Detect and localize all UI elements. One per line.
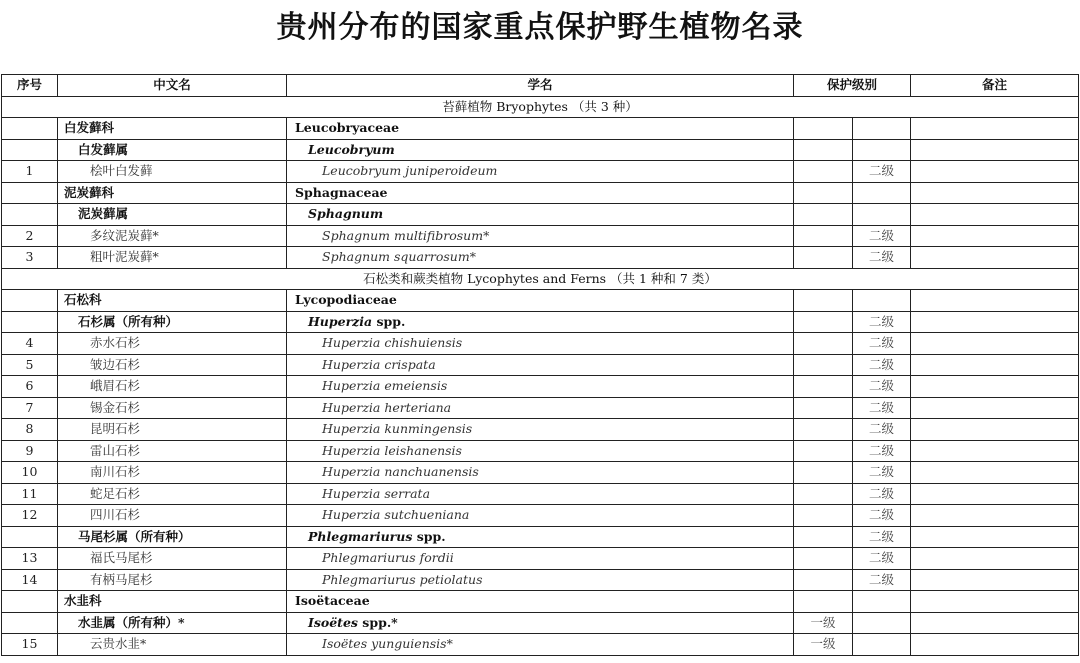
level-2-cell: [853, 139, 911, 161]
note-cell: [911, 182, 1079, 204]
species-row: [2, 225, 1079, 247]
level-2-cell: 二级: [853, 397, 911, 419]
species-scientific-name: Sphagnum squarrosum*: [287, 247, 794, 269]
row-number: [2, 612, 58, 634]
genus-chinese-name: 马尾杉属（所有种）: [58, 526, 287, 548]
level-2-cell: [853, 612, 911, 634]
note-cell: [911, 462, 1079, 484]
species-scientific-name: Isoëtes yunguiensis*: [287, 634, 794, 656]
family-chinese-name: 水韭科: [58, 591, 287, 613]
header-no: 序号: [2, 75, 58, 97]
genus-chinese-name: 石杉属（所有种）: [58, 311, 287, 333]
genus-row: [2, 612, 1079, 634]
level-2-cell: 二级: [853, 462, 911, 484]
section-row: [2, 268, 1079, 290]
note-cell: [911, 419, 1079, 441]
header-protection-level: 保护级别: [794, 75, 911, 97]
species-chinese-name: 南川石杉: [58, 462, 287, 484]
genus-chinese-name: 白发藓属: [58, 139, 287, 161]
species-chinese-name: 福氏马尾杉: [58, 548, 287, 570]
note-cell: [911, 526, 1079, 548]
note-cell: [911, 290, 1079, 312]
level-2-cell: 二级: [853, 548, 911, 570]
level-2-cell: [853, 634, 911, 656]
species-scientific-name: Phlegmariurus fordii: [287, 548, 794, 570]
note-cell: [911, 376, 1079, 398]
level-2-cell: 二级: [853, 526, 911, 548]
level-1-cell: [794, 483, 853, 505]
level-1-cell: [794, 161, 853, 183]
species-chinese-name: 粗叶泥炭藓*: [58, 247, 287, 269]
species-row: [2, 483, 1079, 505]
species-row: [2, 548, 1079, 570]
species-chinese-name: 皱边石杉: [58, 354, 287, 376]
level-2-cell: 二级: [853, 247, 911, 269]
row-number: [2, 290, 58, 312]
family-row: [2, 118, 1079, 140]
level-1-cell: [794, 419, 853, 441]
level-1-cell: 一级: [794, 612, 853, 634]
species-row: [2, 462, 1079, 484]
section-row: [2, 96, 1079, 118]
species-row: [2, 634, 1079, 656]
level-2-cell: [853, 290, 911, 312]
row-number: 10: [2, 462, 58, 484]
row-number: 1: [2, 161, 58, 183]
section-title: 苔藓植物 Bryophytes （共 3 种）: [2, 96, 1079, 118]
species-row: [2, 569, 1079, 591]
level-2-cell: 二级: [853, 161, 911, 183]
row-number: 12: [2, 505, 58, 527]
species-scientific-name: Huperzia sutchueniana: [287, 505, 794, 527]
row-number: 3: [2, 247, 58, 269]
species-scientific-name: Huperzia herteriana: [287, 397, 794, 419]
level-1-cell: [794, 569, 853, 591]
row-number: [2, 182, 58, 204]
genus-scientific-name: [287, 612, 794, 634]
row-number: [2, 526, 58, 548]
note-cell: [911, 591, 1079, 613]
species-scientific-name: Huperzia emeiensis: [287, 376, 794, 398]
species-scientific-name: Huperzia serrata: [287, 483, 794, 505]
row-number: 9: [2, 440, 58, 462]
genus-chinese-name: 泥炭藓属: [58, 204, 287, 226]
level-1-cell: [794, 182, 853, 204]
level-2-cell: [853, 182, 911, 204]
header-chinese-name: 中文名: [58, 75, 287, 97]
species-chinese-name: 多纹泥炭藓*: [58, 225, 287, 247]
level-2-cell: 二级: [853, 483, 911, 505]
row-number: [2, 204, 58, 226]
note-cell: [911, 311, 1079, 333]
note-cell: [911, 505, 1079, 527]
family-scientific-name: Lycopodiaceae: [287, 290, 794, 312]
species-scientific-name: Leucobryum juniperoideum: [287, 161, 794, 183]
species-scientific-name: Sphagnum multifibrosum*: [287, 225, 794, 247]
level-1-cell: [794, 225, 853, 247]
row-number: [2, 118, 58, 140]
species-row: [2, 354, 1079, 376]
genus-row: [2, 204, 1079, 226]
species-chinese-name: 桧叶白发藓: [58, 161, 287, 183]
species-scientific-name: Huperzia leishanensis: [287, 440, 794, 462]
level-1-cell: [794, 333, 853, 355]
row-number: 8: [2, 419, 58, 441]
note-cell: [911, 397, 1079, 419]
family-scientific-name: Sphagnaceae: [287, 182, 794, 204]
note-cell: [911, 139, 1079, 161]
species-scientific-name: Phlegmariurus petiolatus: [287, 569, 794, 591]
species-row: [2, 505, 1079, 527]
row-number: 13: [2, 548, 58, 570]
family-row: [2, 591, 1079, 613]
level-1-cell: [794, 462, 853, 484]
level-2-cell: 二级: [853, 376, 911, 398]
species-chinese-name: 四川石杉: [58, 505, 287, 527]
plant-list-table: [1, 74, 1079, 656]
level-1-cell: [794, 440, 853, 462]
genus-scientific-name: [287, 311, 794, 333]
level-2-cell: 二级: [853, 311, 911, 333]
note-cell: [911, 161, 1079, 183]
level-1-cell: [794, 397, 853, 419]
species-chinese-name: 有柄马尾杉: [58, 569, 287, 591]
note-cell: [911, 204, 1079, 226]
note-cell: [911, 548, 1079, 570]
note-cell: [911, 569, 1079, 591]
species-chinese-name: 昆明石杉: [58, 419, 287, 441]
species-row: [2, 397, 1079, 419]
family-row: [2, 290, 1079, 312]
species-chinese-name: 赤水石杉: [58, 333, 287, 355]
level-2-cell: 二级: [853, 569, 911, 591]
species-chinese-name: 雷山石杉: [58, 440, 287, 462]
note-cell: [911, 440, 1079, 462]
family-scientific-name: Isoëtaceae: [287, 591, 794, 613]
species-chinese-name: 锡金石杉: [58, 397, 287, 419]
species-row: [2, 376, 1079, 398]
level-2-cell: 二级: [853, 440, 911, 462]
section-title: 石松类和蕨类植物 Lycophytes and Ferns （共 1 种和 7 类）: [2, 268, 1079, 290]
species-scientific-name: Huperzia kunmingensis: [287, 419, 794, 441]
level-1-cell: [794, 505, 853, 527]
header-row: [2, 75, 1079, 97]
genus-latin-name: Huperzia: [308, 313, 373, 329]
genus-chinese-name: 水韭属（所有种）*: [58, 612, 287, 634]
genus-scientific-name: [287, 526, 794, 548]
level-1-cell: [794, 204, 853, 226]
level-2-cell: 二级: [853, 505, 911, 527]
genus-row: [2, 526, 1079, 548]
level-1-cell: [794, 247, 853, 269]
row-number: [2, 311, 58, 333]
level-2-cell: 二级: [853, 333, 911, 355]
header-scientific-name: 学名: [287, 75, 794, 97]
genus-row: [2, 139, 1079, 161]
genus-scientific-name: [287, 204, 794, 226]
level-2-cell: [853, 118, 911, 140]
family-chinese-name: 石松科: [58, 290, 287, 312]
note-cell: [911, 225, 1079, 247]
species-scientific-name: Huperzia chishuiensis: [287, 333, 794, 355]
note-cell: [911, 354, 1079, 376]
row-number: 6: [2, 376, 58, 398]
level-1-cell: [794, 591, 853, 613]
species-row: [2, 161, 1079, 183]
genus-row: [2, 311, 1079, 333]
page-title: 贵州分布的国家重点保护野生植物名录: [276, 10, 804, 45]
row-number: [2, 139, 58, 161]
level-1-cell: [794, 311, 853, 333]
level-2-cell: 二级: [853, 419, 911, 441]
genus-scientific-name: [287, 139, 794, 161]
row-number: 2: [2, 225, 58, 247]
note-cell: [911, 247, 1079, 269]
table-body: [2, 96, 1079, 655]
row-number: [2, 591, 58, 613]
row-number: 4: [2, 333, 58, 355]
family-chinese-name: 泥炭藓科: [58, 182, 287, 204]
genus-latin-name: Isoëtes: [308, 614, 358, 630]
level-2-cell: 二级: [853, 354, 911, 376]
row-number: 11: [2, 483, 58, 505]
species-row: [2, 333, 1079, 355]
species-scientific-name: Huperzia nanchuanensis: [287, 462, 794, 484]
genus-suffix: spp.*: [357, 614, 398, 630]
level-1-cell: [794, 290, 853, 312]
level-1-cell: 一级: [794, 634, 853, 656]
note-cell: [911, 612, 1079, 634]
genus-latin-name: Sphagnum: [308, 206, 384, 222]
family-scientific-name: Leucobryaceae: [287, 118, 794, 140]
genus-latin-name: Phlegmariurus: [308, 528, 413, 544]
level-1-cell: [794, 376, 853, 398]
level-2-cell: 二级: [853, 225, 911, 247]
level-1-cell: [794, 139, 853, 161]
genus-suffix: spp.: [372, 313, 406, 329]
genus-latin-name: Leucobryum: [308, 141, 395, 157]
note-cell: [911, 118, 1079, 140]
level-1-cell: [794, 526, 853, 548]
note-cell: [911, 333, 1079, 355]
level-2-cell: [853, 204, 911, 226]
note-cell: [911, 634, 1079, 656]
row-number: 5: [2, 354, 58, 376]
species-chinese-name: 云贵水韭*: [58, 634, 287, 656]
row-number: 14: [2, 569, 58, 591]
header-note: 备注: [911, 75, 1079, 97]
genus-suffix: spp.: [412, 528, 446, 544]
level-1-cell: [794, 548, 853, 570]
species-scientific-name: Huperzia crispata: [287, 354, 794, 376]
family-row: [2, 182, 1079, 204]
species-row: [2, 419, 1079, 441]
species-row: [2, 440, 1079, 462]
note-cell: [911, 483, 1079, 505]
row-number: 7: [2, 397, 58, 419]
row-number: 15: [2, 634, 58, 656]
family-chinese-name: 白发藓科: [58, 118, 287, 140]
level-1-cell: [794, 354, 853, 376]
level-2-cell: [853, 591, 911, 613]
level-1-cell: [794, 118, 853, 140]
species-chinese-name: 峨眉石杉: [58, 376, 287, 398]
species-chinese-name: 蛇足石杉: [58, 483, 287, 505]
species-row: [2, 247, 1079, 269]
